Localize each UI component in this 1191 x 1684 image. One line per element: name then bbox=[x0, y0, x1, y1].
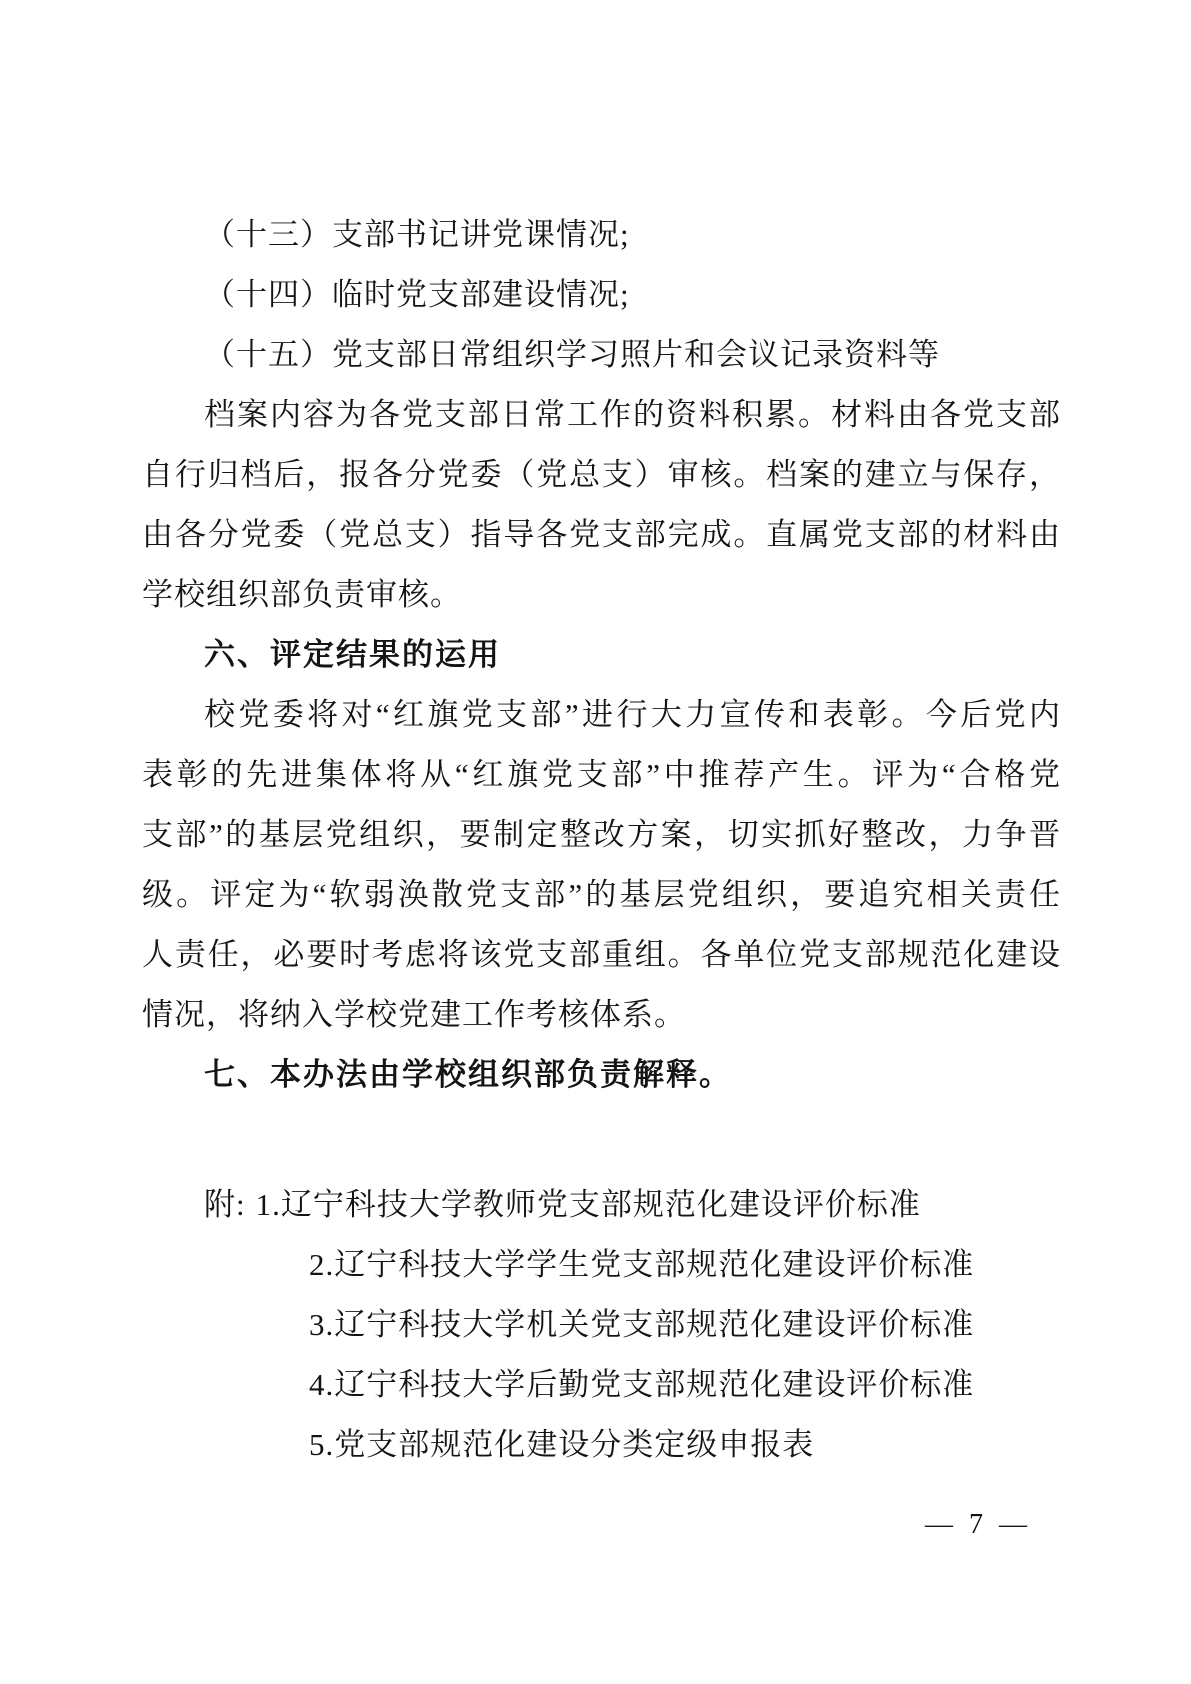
footer-left-dash: — bbox=[925, 1509, 955, 1540]
section-six-line: 人责任，必要时考虑将该党支部重组。各单位党支部规范化建设 bbox=[142, 937, 1060, 972]
section-six-line: 级。评定为“软弱涣散党支部”的基层党组织，要追究相关责任 bbox=[142, 877, 1060, 912]
section-six-line: 校党委将对“红旗党支部”进行大力宣传和表彰。今后党内 bbox=[204, 697, 1060, 732]
section-six-line: 情况，将纳入学校党建工作考核体系。 bbox=[142, 997, 686, 1032]
attachment-item: 4.辽宁科技大学后勤党支部规范化建设评价标准 bbox=[309, 1367, 975, 1402]
paragraph-archive-line: 档案内容为各党支部日常工作的资料积累。材料由各党支部 bbox=[204, 397, 1060, 432]
section-seven-heading: 七、本办法由学校组织部负责解释。 bbox=[204, 1057, 732, 1092]
attachments-label: 附: bbox=[204, 1187, 246, 1222]
paragraph-archive-line: 由各分党委（党总支）指导各党支部完成。直属党支部的材料由 bbox=[142, 517, 1060, 552]
attachment-item: 5.党支部规范化建设分类定级申报表 bbox=[309, 1427, 815, 1462]
clause-13: （十三）支部书记讲党课情况; bbox=[204, 217, 630, 252]
attachment-item-text: 1.辽宁科技大学教师党支部规范化建设评价标准 bbox=[255, 1187, 921, 1222]
section-six-heading: 六、评定结果的运用 bbox=[204, 637, 501, 672]
paragraph-archive-line: 自行归档后，报各分党委（党总支）审核。档案的建立与保存， bbox=[142, 457, 1060, 492]
footer-right-dash: — bbox=[999, 1509, 1029, 1540]
paragraph-archive-line: 学校组织部负责审核。 bbox=[142, 577, 462, 612]
clause-15: （十五）党支部日常组织学习照片和会议记录资料等 bbox=[204, 337, 940, 372]
section-six-line: 表彰的先进集体将从“红旗党支部”中推荐产生。评为“合格党 bbox=[142, 757, 1060, 792]
attachments-list bbox=[142, 1175, 1060, 1475]
page-number bbox=[911, 1505, 1043, 1545]
attachment-item: 3.辽宁科技大学机关党支部规范化建设评价标准 bbox=[309, 1307, 975, 1342]
attachment-item bbox=[142, 1175, 1060, 1235]
document-body bbox=[142, 205, 1060, 1475]
page-number-value: 7 bbox=[969, 1509, 985, 1540]
section-six-line: 支部”的基层党组织，要制定整改方案，切实抓好整改，力争晋 bbox=[142, 817, 1060, 852]
clause-14: （十四）临时党支部建设情况; bbox=[204, 277, 630, 312]
attachment-item: 2.辽宁科技大学学生党支部规范化建设评价标准 bbox=[309, 1247, 975, 1282]
